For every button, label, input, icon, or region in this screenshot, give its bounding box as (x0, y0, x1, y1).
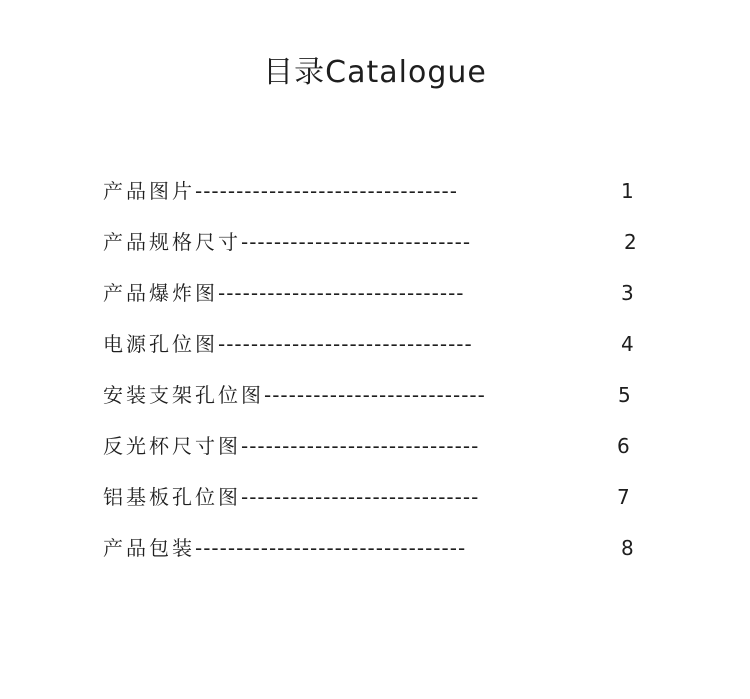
toc-page-number: 4 (621, 332, 634, 356)
toc-row (103, 430, 643, 481)
toc-row (103, 532, 643, 583)
toc-entry (103, 379, 486, 411)
toc-leader: --------------------------------- (195, 536, 467, 560)
toc-entry (103, 430, 479, 462)
toc-label: 铝基板孔位图 (103, 485, 241, 509)
toc-page-number: 8 (621, 536, 634, 560)
toc-leader: ----------------------------- (241, 434, 480, 458)
toc-entry (103, 226, 471, 258)
toc-leader: --------------------------- (264, 383, 486, 407)
toc-row (103, 379, 643, 430)
toc-page-number: 5 (618, 383, 631, 407)
toc-leader: ----------------------------- (241, 485, 480, 509)
toc-row (103, 226, 643, 277)
toc-label: 产品包装 (103, 536, 195, 560)
toc-entry (103, 532, 466, 564)
toc-page-number: 6 (617, 434, 630, 458)
page-title: 目录Catalogue (263, 55, 487, 90)
toc-entry (103, 175, 458, 207)
toc-page-number: 1 (621, 179, 634, 203)
toc-label: 产品爆炸图 (103, 281, 218, 305)
toc-label: 电源孔位图 (103, 332, 218, 356)
toc-label: 反光杯尺寸图 (103, 434, 241, 458)
toc-label: 产品图片 (103, 179, 195, 203)
toc-entry (103, 481, 479, 513)
toc-entry (103, 328, 473, 360)
toc-row (103, 481, 643, 532)
toc-entry (103, 277, 465, 309)
toc-page-number: 2 (624, 230, 637, 254)
toc-row (103, 328, 643, 379)
table-of-contents (103, 175, 643, 583)
toc-leader: ------------------------------- (218, 332, 473, 356)
toc-label: 安装支架孔位图 (103, 383, 264, 407)
toc-row (103, 277, 643, 328)
toc-leader: -------------------------------- (195, 179, 458, 203)
toc-page-number: 7 (617, 485, 630, 509)
toc-leader: ---------------------------- (241, 230, 472, 254)
toc-label: 产品规格尺寸 (103, 230, 241, 254)
toc-row (103, 175, 643, 226)
toc-page-number: 3 (621, 281, 634, 305)
toc-leader: ------------------------------ (218, 281, 465, 305)
